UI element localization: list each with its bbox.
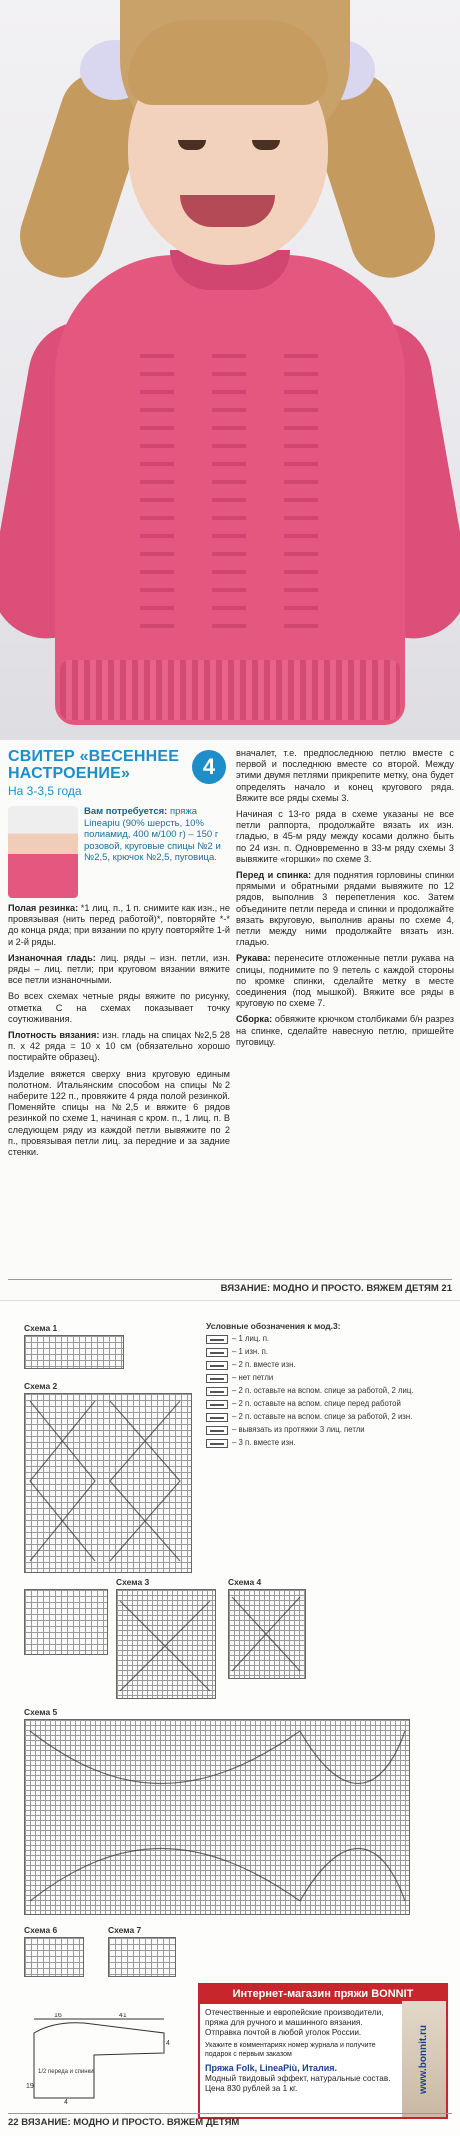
scheme-1-label: Схема 1 [24, 1323, 58, 1333]
materials-text [84, 806, 230, 898]
symbol-legend [206, 1321, 416, 1451]
sweater-ribbing [60, 660, 400, 720]
no-stitch-symbol-icon [206, 1374, 228, 1383]
cable-pattern [284, 340, 318, 640]
legend-text: – нет петли [232, 1373, 274, 1382]
schematic-outline [34, 2023, 164, 2098]
cable-back-purl-symbol-icon [206, 1413, 228, 1422]
cable-back-symbol-icon [206, 1387, 228, 1396]
ad-body: Отечественные и европейские производители, пряжа для ручного и машинного вязания. Отправка почтой в любой уголок России. [205, 2008, 384, 2037]
magazine-page-21 [0, 740, 460, 1300]
legend-row [206, 1360, 416, 1370]
increase-symbol-icon [206, 1426, 228, 1435]
magazine-page-22 [0, 1300, 460, 2136]
garment-schematic [24, 2013, 174, 2105]
materials-heading: Вам потребуется: [84, 806, 168, 817]
model-number-badge: 4 [192, 750, 226, 784]
assembly-text: обвяжите крючком столбиками б/н разрез на спинке, сделайте навесную петлю, пришейте пуговицу. [236, 1014, 454, 1047]
cable-pattern [140, 340, 174, 640]
legend-row [206, 1425, 416, 1435]
legend-text: – 3 п. вместе изн. [232, 1438, 296, 1447]
measure-label: 1/2 переда и спинки [38, 2069, 94, 2075]
sleeves-text: перенесите отложенные петли рукава на спицы, поднимите по 9 петель с каждой стороны по кромке спинки, сделайте метку в месте соединения (под мышкой). Вяжите все ряды в круговую по схеме 7. [236, 953, 454, 1009]
materials-list: пряжа Lineapiu (90% шерсть, 10% полиамид, 400 м/100 г) – 150 г розовой, круговые спицы №2 и №2,5, крючок №2,5, пуговица. [84, 806, 221, 863]
ad-url-link[interactable]: www.bonnit.ru [418, 2024, 430, 2094]
measure-label: 16 [54, 2013, 62, 2019]
legend-text: – 1 лиц. п. [232, 1334, 270, 1343]
left-column [8, 748, 230, 1158]
scheme-7-label: Схема 7 [108, 1925, 142, 1935]
yoke-text-2: Начиная с 13-го ряда в схеме указаны не все петли раппорта, продолжайте вязать их изн. гладью, в 45-м ряду между косами должно быть по 24 изн. п. Одновременно в 33-м ряду схемы 3 вывяжите «горшки» по схеме 3. [236, 809, 454, 864]
materials-block [8, 806, 230, 898]
legend-row [206, 1386, 416, 1396]
legend-text: – вывязать из протяжки 3 лиц. петли [232, 1425, 365, 1434]
legend-row [206, 1438, 416, 1448]
ad-note: Укажите в комментариях номер журнала и получите подарок с первым заказом [205, 2042, 376, 2058]
measure-label: 4 [64, 2099, 68, 2105]
scheme-5-cables [30, 1731, 405, 1901]
ad-title: Интернет-магазин пряжи BONNIT [200, 1985, 446, 2004]
legend-row [206, 1399, 416, 1409]
legend-text: – 2 п. оставьте на вспом. спице за работой, 2 лиц. [232, 1386, 414, 1395]
legend-row [206, 1347, 416, 1357]
scheme-2-cables [30, 1401, 180, 1561]
cable-front-symbol-icon [206, 1400, 228, 1409]
measure-label: 19 [26, 2083, 34, 2090]
bangs [128, 20, 328, 105]
legend-text: – 1 изн. п. [232, 1347, 268, 1356]
charts-note: Во всех схемах четные ряды вяжите по рисунку, отметка С на схемах показывает точку соутюживания. [8, 991, 230, 1024]
scheme-5-label: Схема 5 [24, 1707, 58, 1717]
rib-text: *1 лиц. п., 1 п. снимите как изн., не провязывая (нить перед работой)*, повторяйте *-* до конца ряда; при вязании по кругу повторяйте 1-й и 2-й ряды. [8, 903, 230, 947]
legend-text: – 2 п. оставьте на вспом. спице перед работой [232, 1399, 401, 1408]
legend-row [206, 1373, 416, 1383]
sleeves-paragraph [236, 953, 454, 1009]
stockinette-paragraph [8, 953, 230, 987]
stockinette-text: лиц. ряды – изн. петли, изн. ряды – лиц. петли; при круговом вязании вяжите все петли изнаночными. [8, 952, 230, 986]
front-back-paragraph [236, 870, 454, 948]
rib-paragraph [8, 903, 230, 948]
ad-brand: Пряжа Folk, LineaPiù, Италия. [205, 2063, 337, 2073]
gauge-heading: Плотность вязания: [8, 1030, 100, 1041]
measure-label: 4 [166, 2040, 170, 2047]
stockinette-heading: Изнаночная гладь: [8, 952, 96, 963]
yoke-text-1: вначалет, т.е. предпоследнюю петлю вместе с первой и последнюю вместе со второй. Между этими двумя петлями прикрепите метку, она будет определять начало и конец кругового ряда. Вяжите все ряды схемы 3. [236, 748, 454, 803]
legend-row [206, 1334, 416, 1344]
pattern-title: СВИТЕР «ВЕСЕННЕЕ НАСТРОЕНИЕ» [8, 748, 180, 782]
page-footer: ВЯЗАНИЕ: МОДНО И ПРОСТО. ВЯЖЕМ ДЕТЯМ 21 [8, 1279, 452, 1294]
legend-text: – 2 п. вместе изн. [232, 1360, 296, 1369]
front-back-text: для поднятия горловины спинки прямыми и обратными рядами вывяжите по 12 рядов, выполнив 3 перепетления кос. Затем объедините петли переда и спинки и продолжайте вязать вкруговую, выполнив араны по схеме 4, петли между ними продолжайте вязать изн. гладью. [236, 870, 454, 948]
p3tog-symbol-icon [206, 1439, 228, 1448]
cable-pattern [212, 340, 246, 640]
ad-brand-description: Модный твидовый эффект, натуральные состав. Цена 830 рублей за 1 кг. [205, 2074, 391, 2093]
legend-text: – 2 п. оставьте на вспом. спице за работой, 2 изн. [232, 1412, 413, 1421]
scheme-3-4-cables [120, 1597, 300, 1691]
title-block [8, 748, 230, 800]
measure-label: 41 [119, 2013, 127, 2019]
legend-title: Условные обозначения к мод.3: [206, 1321, 341, 1331]
scheme-6-label: Схема 6 [24, 1925, 58, 1935]
legend-row [206, 1412, 416, 1422]
p2tog-symbol-icon [206, 1361, 228, 1370]
right-column [236, 748, 454, 1048]
scheme-2-label: Схема 2 [24, 1381, 58, 1391]
gauge-paragraph [8, 1030, 230, 1064]
assembly-paragraph [236, 1014, 454, 1048]
assembly-heading: Сборка: [236, 1014, 273, 1025]
work-description: Изделие вяжется сверху вниз круговую единым полотном. Итальянским способом на спицы №2 наберите 122 п., провяжите 4 ряда полой резинкой. Поменяйте спицы на №2,5 и вяжите 6 рядов резинкой по схеме 1, начиная с кром. п., 1 лиц. п. В следующем ряду из каждой петли вывяжите по 2 п., провязывая петли лиц. за передние и за задние стенки. [8, 1068, 230, 1158]
hero-photo [0, 0, 460, 740]
knit-symbol-icon [206, 1335, 228, 1344]
rib-heading: Полая резинка: [8, 903, 79, 913]
purl-symbol-icon [206, 1348, 228, 1357]
page-footer: 22 ВЯЗАНИЕ: МОДНО И ПРОСТО. ВЯЖЕМ ДЕТЯМ [8, 2113, 452, 2128]
bonnit-advertisement[interactable] [198, 1983, 448, 2119]
front-back-heading: Перед и спинка: [236, 870, 312, 881]
ad-yarn-image [402, 2001, 446, 2117]
scheme-3-label: Схема 3 [116, 1577, 150, 1587]
gauge-text: изн. гладь на спицах №2,5 28 п. х 42 ряда = 10 х 10 см (обязательно хорошо постирайте образец). [8, 1030, 230, 1063]
sleeves-heading: Рукава: [236, 953, 271, 964]
scheme-4-label: Схема 4 [228, 1577, 262, 1587]
thumbnail-photo [8, 806, 78, 898]
size-subtitle: На 3-3,5 года [8, 784, 82, 798]
